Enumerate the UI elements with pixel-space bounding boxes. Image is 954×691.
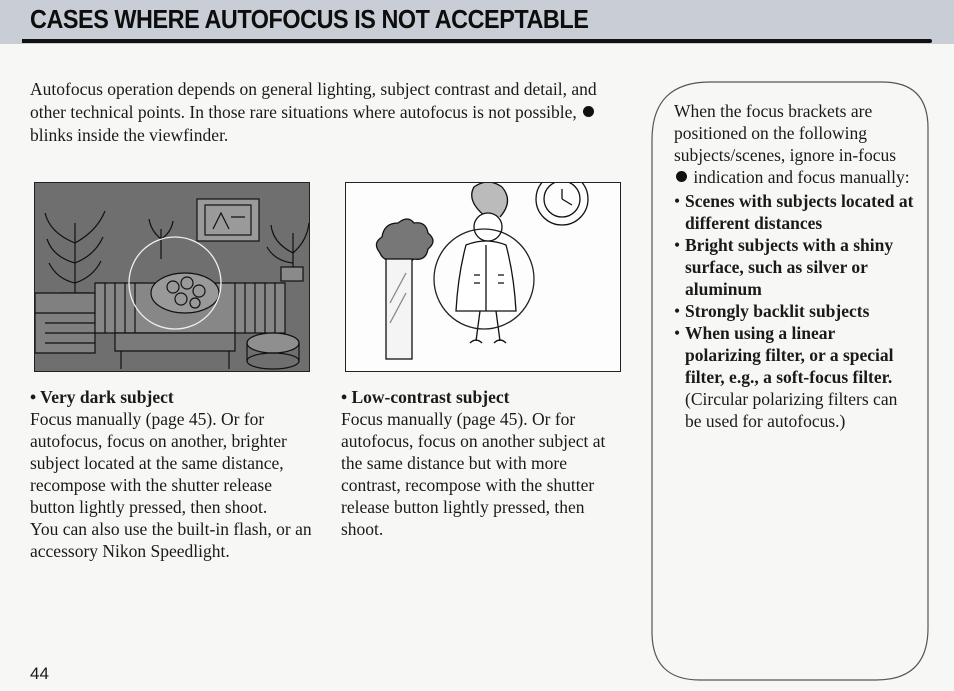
page-title: CASES WHERE AUTOFOCUS IS NOT ACCEPTABLE — [30, 4, 589, 34]
in-focus-dot-icon — [676, 171, 687, 182]
list-item — [674, 190, 914, 234]
sidebar-intro-text-b: indication and focus manually: — [693, 167, 910, 187]
list-item-bold: Bright subjects with a shiny surface, such as silver or aluminum — [685, 235, 894, 299]
illustration-dark-subject — [34, 182, 310, 372]
illustration-low-contrast-subject — [345, 182, 621, 372]
intro-text-b: blinks inside the viewfinder. — [30, 125, 229, 145]
list-item — [674, 300, 914, 322]
case-very-dark-subject — [30, 386, 320, 562]
sidebar-intro — [674, 100, 914, 188]
sidebar-note — [674, 100, 914, 432]
intro-text-a: Autofocus operation depends on general lighting, subject contrast and detail, and other technical points. In those rare situations where autofocus is not possible, — [30, 79, 597, 122]
header-rule — [22, 39, 932, 43]
case-body: Focus manually (page 45). Or for autofocus, focus on another, brighter subject located at the same distance, recompose with the shutter release button lightly pressed, then shoot. — [30, 409, 287, 517]
dark-room-drawing — [35, 183, 309, 371]
sidebar-intro-text-a: When the focus brackets are positioned on the following subjects/scenes, ignore in-focus — [674, 101, 897, 165]
low-contrast-drawing — [346, 183, 620, 371]
list-item-bold: When using a linear polarizing filter, or a special filter, e.g., a soft-focus filter. — [685, 323, 894, 387]
sidebar-list — [674, 190, 914, 432]
case-body: Focus manually (page 45). Or for autofocus, focus on another subject at the same distance but with more contrast, recompose with the shutter release button lightly pressed, then shoot. — [341, 409, 606, 539]
intro-paragraph — [30, 78, 630, 147]
focus-indicator-dot-icon — [583, 106, 594, 117]
page-number: 44 — [30, 664, 49, 683]
list-item-bold: Strongly backlit subjects — [685, 301, 870, 321]
case-title: • Very dark subject — [30, 387, 174, 407]
list-item-bold: Scenes with subjects located at different distances — [685, 191, 914, 233]
case-extra: You can also use the built-in flash, or an accessory Nikon Speedlight. — [30, 519, 312, 561]
list-item-normal: (Circular polarizing filters can be used for autofocus.) — [685, 389, 898, 431]
case-low-contrast-subject — [341, 386, 631, 540]
case-title: • Low-contrast subject — [341, 387, 510, 407]
list-item — [674, 234, 914, 300]
list-item — [674, 322, 914, 432]
